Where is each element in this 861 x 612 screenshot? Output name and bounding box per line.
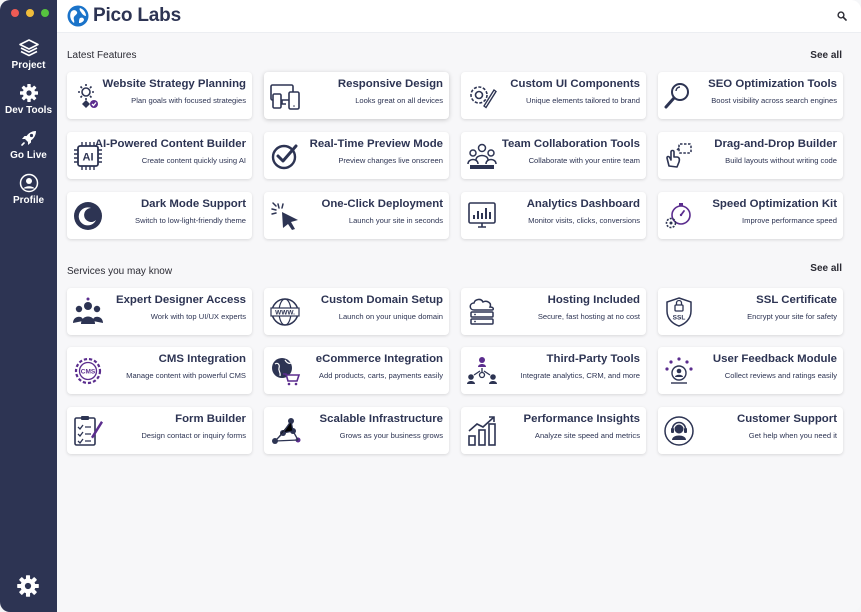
strategy-icon	[72, 80, 104, 112]
sidebar-item-dev-tools[interactable]	[0, 83, 57, 116]
user-icon	[19, 173, 39, 193]
card-subtitle: Unique elements tailored to brand	[526, 96, 640, 105]
search-icon	[837, 11, 847, 21]
sidebar	[0, 0, 57, 612]
cms-gear-icon	[72, 355, 104, 387]
gear-pencil-icon	[466, 80, 498, 112]
card-subtitle: Collect reviews and ratings easily	[724, 371, 837, 380]
card-title: Form Builder	[175, 413, 246, 425]
card-title: CMS Integration	[158, 353, 246, 365]
card-subtitle: Preview changes live onscreen	[338, 156, 443, 165]
card-subtitle: Looks great on all devices	[355, 96, 443, 105]
card-subtitle: Get help when you need it	[748, 431, 837, 440]
section-title-features: Latest Features	[67, 50, 137, 61]
sidebar-item-profile[interactable]	[0, 173, 57, 206]
service-card-hosting[interactable]	[461, 288, 646, 335]
service-card-expert-designer[interactable]	[67, 288, 252, 335]
card-subtitle: Design contact or inquiry forms	[141, 431, 246, 440]
card-title: Team Collaboration Tools	[501, 138, 640, 150]
card-title: Dark Mode Support	[140, 198, 246, 210]
card-title: Drag-and-Drop Builder	[714, 138, 837, 150]
experts-icon	[72, 296, 104, 328]
headset-icon	[663, 415, 695, 447]
globe-cart-icon	[269, 355, 301, 387]
service-card-performance-insights[interactable]	[461, 407, 646, 454]
moon-icon	[72, 200, 104, 232]
cloud-server-icon	[466, 296, 498, 328]
scale-network-icon	[269, 415, 301, 447]
card-title: Custom UI Components	[510, 78, 640, 90]
window-controls	[11, 9, 49, 17]
card-subtitle: Grows as your business grows	[339, 431, 443, 440]
svg-text:SSL: SSL	[672, 314, 686, 322]
feature-card-realtime-preview[interactable]	[264, 132, 449, 179]
section-title-services: Services you may know	[67, 266, 173, 277]
bar-growth-icon	[466, 415, 498, 447]
sidebar-item-label: Project	[11, 60, 46, 71]
feature-card-website-strategy[interactable]	[67, 72, 252, 119]
card-title: Custom Domain Setup	[320, 294, 443, 306]
svg-text:WWW.: WWW.	[275, 309, 295, 317]
team-icon	[466, 140, 498, 172]
globe-logo-icon	[66, 4, 90, 28]
card-title: Speed Optimization Kit	[712, 198, 837, 210]
search-button[interactable]	[837, 11, 847, 21]
card-title: Customer Support	[737, 413, 837, 425]
maximize-window-button[interactable]	[41, 9, 49, 17]
top-bar	[57, 0, 861, 33]
card-subtitle: Improve performance speed	[742, 216, 837, 225]
service-card-cms[interactable]	[67, 347, 252, 394]
sidebar-item-label: Profile	[12, 195, 45, 206]
stopwatch-gear-icon	[663, 200, 695, 232]
card-subtitle: Boost visibility across search engines	[711, 96, 837, 105]
service-card-customer-support[interactable]	[658, 407, 843, 454]
card-title: Third-Party Tools	[546, 353, 640, 365]
brand-name: Pico Labs	[93, 5, 181, 26]
main-content	[57, 0, 861, 612]
card-subtitle: Manage content with powerful CMS	[126, 371, 246, 380]
dashboard-icon	[466, 200, 498, 232]
card-subtitle: Encrypt your site for safety	[747, 312, 837, 321]
card-subtitle: Switch to low-light-friendly theme	[135, 216, 246, 225]
card-title: User Feedback Module	[712, 353, 837, 365]
brand-logo[interactable]	[66, 4, 181, 28]
card-title: Responsive Design	[337, 78, 443, 90]
www-globe-icon	[269, 296, 301, 328]
ssl-shield-icon	[663, 296, 695, 328]
feature-card-responsive-design[interactable]	[264, 72, 449, 119]
card-title: Performance Insights	[523, 413, 640, 425]
feature-card-ai-content-builder[interactable]	[67, 132, 252, 179]
layers-icon	[18, 38, 40, 58]
svg-text:CMS: CMS	[80, 368, 96, 376]
feature-card-one-click-deploy[interactable]	[264, 192, 449, 239]
see-all-services-link[interactable]: See all	[810, 263, 842, 274]
service-card-scalable-infra[interactable]	[264, 407, 449, 454]
clipboard-form-icon	[72, 415, 104, 447]
card-title: Expert Designer Access	[115, 294, 246, 306]
feature-card-drag-drop-builder[interactable]	[658, 132, 843, 179]
card-subtitle: Build layouts without writing code	[725, 156, 837, 165]
service-card-user-feedback[interactable]	[658, 347, 843, 394]
sidebar-item-project[interactable]	[0, 38, 57, 71]
service-card-ssl[interactable]	[658, 288, 843, 335]
card-subtitle: Plan goals with focused strategies	[131, 96, 246, 105]
gear-icon	[19, 83, 39, 103]
card-subtitle: Add products, carts, payments easily	[318, 371, 443, 380]
feature-card-speed-optimization[interactable]	[658, 192, 843, 239]
rocket-icon	[19, 128, 39, 148]
feedback-stars-icon	[663, 355, 695, 387]
card-title: Scalable Infrastructure	[319, 413, 443, 425]
feature-card-dark-mode[interactable]	[67, 192, 252, 239]
service-card-form-builder[interactable]	[67, 407, 252, 454]
drag-hand-icon	[663, 140, 695, 172]
card-subtitle: Secure, fast hosting at no cost	[537, 312, 640, 321]
card-subtitle: Launch your site in seconds	[348, 216, 443, 225]
devices-icon	[269, 80, 301, 112]
service-card-third-party[interactable]	[461, 347, 646, 394]
card-subtitle: Launch on your unique domain	[338, 312, 443, 321]
card-title: eCommerce Integration	[315, 353, 443, 365]
see-all-features-link[interactable]: See all	[810, 50, 842, 61]
sidebar-item-label: Dev Tools	[4, 105, 53, 116]
cursor-click-icon	[269, 200, 301, 232]
card-subtitle: Collaborate with your entire team	[528, 156, 640, 165]
sidebar-item-go-live[interactable]	[0, 128, 57, 161]
card-title: Website Strategy Planning	[102, 78, 246, 90]
sidebar-item-label: Go Live	[10, 150, 47, 161]
check-circle-icon	[269, 140, 301, 172]
feature-card-analytics-dashboard[interactable]	[461, 192, 646, 239]
card-title: Real-Time Preview Mode	[309, 138, 443, 150]
settings-button[interactable]	[16, 574, 40, 598]
network-people-icon	[466, 355, 498, 387]
card-title: Hosting Included	[547, 294, 640, 306]
feature-card-team-collaboration[interactable]	[461, 132, 646, 179]
gear-icon	[16, 574, 40, 598]
feature-card-custom-ui[interactable]	[461, 72, 646, 119]
magnifier-icon	[663, 80, 695, 112]
card-title: One-Click Deployment	[321, 198, 443, 210]
feature-card-seo-tools[interactable]	[658, 72, 843, 119]
svg-text:AI: AI	[82, 151, 94, 164]
card-subtitle: Create content quickly using AI	[141, 156, 246, 165]
service-card-ecommerce[interactable]	[264, 347, 449, 394]
minimize-window-button[interactable]	[26, 9, 34, 17]
card-subtitle: Work with top UI/UX experts	[150, 312, 246, 321]
close-window-button[interactable]	[11, 9, 19, 17]
card-subtitle: Analyze site speed and metrics	[534, 431, 640, 440]
card-title: Analytics Dashboard	[526, 198, 640, 210]
service-card-custom-domain[interactable]	[264, 288, 449, 335]
card-subtitle: Integrate analytics, CRM, and more	[520, 371, 640, 380]
card-title: SEO Optimization Tools	[708, 78, 837, 90]
card-subtitle: Monitor visits, clicks, conversions	[528, 216, 640, 225]
card-title: SSL Certificate	[756, 294, 837, 306]
card-title: AI-Powered Content Builder	[94, 138, 246, 150]
